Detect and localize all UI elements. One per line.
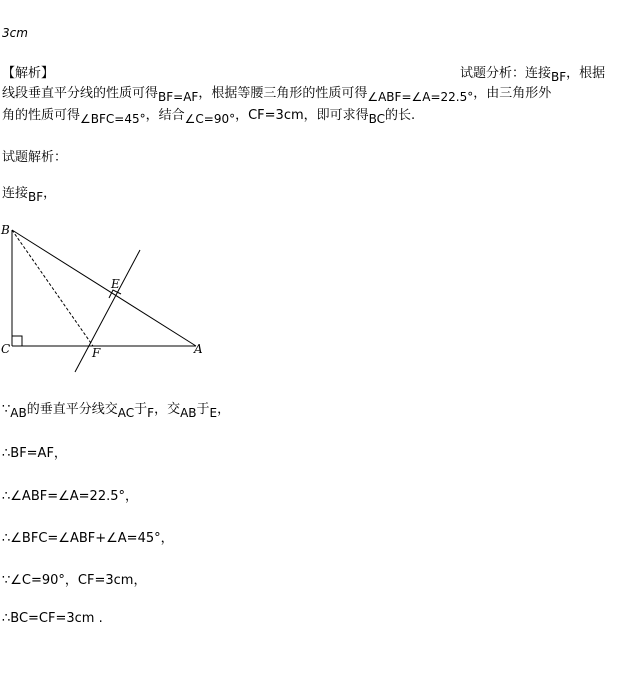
segment-bf: BF	[551, 70, 567, 84]
label-c: C	[1, 342, 11, 356]
analysis-heading	[460, 62, 606, 84]
side-ab	[12, 230, 196, 346]
connect-tail: ，	[43, 186, 57, 201]
step-6: ∴BC=CF=3cm .	[2, 611, 103, 626]
analysis-line-2	[2, 82, 626, 105]
analysis-text: 角的性质可得	[2, 108, 81, 123]
point-f: F	[147, 406, 155, 420]
step-text: ，	[217, 402, 231, 417]
segment-bf-dashed	[12, 230, 93, 346]
analysis-text: ，CF=3cm，即可求得	[235, 108, 369, 123]
step-text: 的垂直平分线交	[26, 402, 118, 417]
because-symbol: ∵	[2, 402, 11, 417]
analysis-text: 的长.	[385, 108, 416, 123]
analysis-text: ，由三角形外	[473, 86, 552, 101]
analysis-formula: ∠ABF=∠A=22.5°	[367, 90, 474, 104]
label-b: B	[1, 223, 10, 237]
segment-ac: AC	[117, 406, 135, 420]
answer-text: 3cm	[2, 26, 28, 40]
step-4: ∴∠BFC=∠ABF+∠A=45°，	[2, 531, 174, 546]
solution-label: 试题解析：	[2, 150, 68, 165]
analysis-formula: BF=AF	[158, 90, 199, 104]
analysis-label: 【解析】	[2, 66, 55, 81]
analysis-formula: ∠BFC=45°	[80, 112, 146, 126]
point-e: E	[209, 406, 218, 420]
analysis-text: 线段垂直平分线的性质可得	[2, 86, 159, 101]
segment-ab: AB	[10, 406, 27, 420]
analysis-formula: ∠C=90°	[184, 112, 236, 126]
analysis-head-tail: ，根据	[566, 66, 606, 81]
label-e: E	[111, 277, 120, 291]
step-3: ∴∠ABF=∠A=22.5°，	[2, 489, 138, 504]
analysis-head-text: 试题分析：连接	[460, 66, 552, 81]
step-2: ∴BF=AF，	[2, 446, 67, 461]
analysis-text: ，根据等腰三角形的性质可得	[198, 86, 368, 101]
step-text: 于	[196, 402, 210, 417]
analysis-line-3	[2, 104, 626, 127]
connect-line	[2, 182, 57, 204]
step-text: ，交	[154, 402, 181, 417]
step-text: 于	[134, 402, 148, 417]
segment-ab: AB	[180, 406, 197, 420]
label-a: A	[194, 342, 203, 356]
label-f: F	[92, 346, 101, 360]
segment-bf: BF	[28, 190, 44, 204]
triangle-diagram	[0, 222, 220, 382]
analysis-text: ，结合	[145, 108, 185, 123]
connect-text: 连接	[2, 186, 29, 201]
analysis-formula: BC	[368, 112, 386, 126]
right-angle-mark-c	[12, 336, 22, 346]
perpendicular-bisector	[75, 250, 140, 372]
step-5: ∵∠C=90°，CF=3cm，	[2, 573, 147, 588]
step-1	[2, 398, 231, 420]
